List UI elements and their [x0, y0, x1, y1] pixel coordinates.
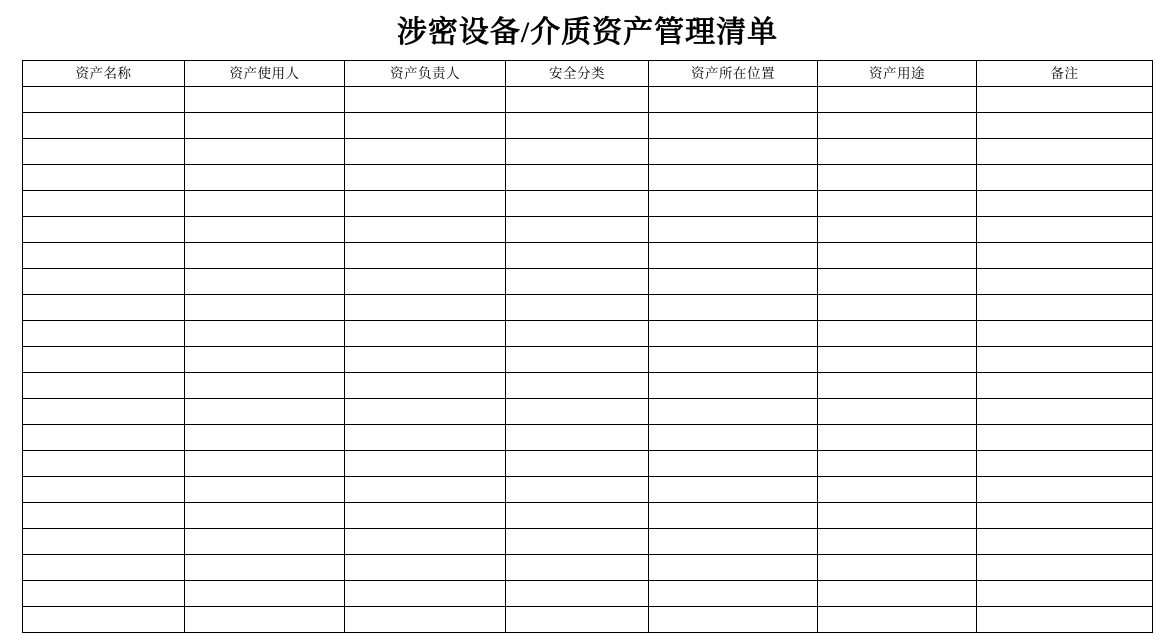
cell-security-class[interactable]	[506, 243, 649, 269]
cell-asset-owner[interactable]	[345, 373, 506, 399]
cell-asset-name[interactable]	[23, 529, 185, 555]
cell-asset-usage[interactable]	[818, 113, 977, 139]
cell-asset-usage[interactable]	[818, 529, 977, 555]
cell-security-class[interactable]	[506, 139, 649, 165]
cell-remarks[interactable]	[977, 529, 1153, 555]
cell-remarks[interactable]	[977, 269, 1153, 295]
column-header-asset-location: 资产所在位置	[649, 61, 818, 87]
cell-asset-location[interactable]	[649, 347, 818, 373]
cell-asset-usage[interactable]	[818, 373, 977, 399]
cell-security-class[interactable]	[506, 87, 649, 113]
cell-asset-owner[interactable]	[345, 451, 506, 477]
asset-table-container	[22, 60, 1152, 633]
cell-asset-user[interactable]	[185, 295, 345, 321]
cell-asset-location[interactable]	[649, 269, 818, 295]
cell-asset-location[interactable]	[649, 581, 818, 607]
column-header-asset-usage: 资产用途	[818, 61, 977, 87]
cell-security-class[interactable]	[506, 529, 649, 555]
table-row	[23, 269, 1153, 295]
cell-remarks[interactable]	[977, 399, 1153, 425]
table-row	[23, 113, 1153, 139]
cell-asset-owner[interactable]	[345, 165, 506, 191]
cell-asset-usage[interactable]	[818, 581, 977, 607]
cell-asset-user[interactable]	[185, 321, 345, 347]
table-row	[23, 529, 1153, 555]
cell-asset-location[interactable]	[649, 295, 818, 321]
table-row	[23, 321, 1153, 347]
cell-asset-name[interactable]	[23, 87, 185, 113]
cell-asset-owner[interactable]	[345, 321, 506, 347]
cell-asset-user[interactable]	[185, 87, 345, 113]
cell-remarks[interactable]	[977, 295, 1153, 321]
table-row	[23, 555, 1153, 581]
column-header-asset-user: 资产使用人	[185, 61, 345, 87]
cell-asset-user[interactable]	[185, 581, 345, 607]
column-header-security-class: 安全分类	[506, 61, 649, 87]
cell-asset-usage[interactable]	[818, 451, 977, 477]
cell-remarks[interactable]	[977, 139, 1153, 165]
cell-asset-location[interactable]	[649, 217, 818, 243]
cell-asset-name[interactable]	[23, 451, 185, 477]
cell-asset-owner[interactable]	[345, 243, 506, 269]
cell-asset-location[interactable]	[649, 425, 818, 451]
table-row	[23, 503, 1153, 529]
cell-remarks[interactable]	[977, 581, 1153, 607]
table-header-row	[23, 61, 1153, 87]
cell-asset-owner[interactable]	[345, 87, 506, 113]
table-row	[23, 451, 1153, 477]
cell-asset-usage[interactable]	[818, 607, 977, 633]
cell-asset-location[interactable]	[649, 87, 818, 113]
cell-asset-location[interactable]	[649, 243, 818, 269]
cell-asset-location[interactable]	[649, 321, 818, 347]
cell-asset-name[interactable]	[23, 373, 185, 399]
table-row	[23, 165, 1153, 191]
cell-asset-name[interactable]	[23, 607, 185, 633]
cell-asset-location[interactable]	[649, 503, 818, 529]
cell-remarks[interactable]	[977, 191, 1153, 217]
cell-asset-usage[interactable]	[818, 555, 977, 581]
table-row	[23, 217, 1153, 243]
cell-asset-user[interactable]	[185, 529, 345, 555]
cell-asset-user[interactable]	[185, 425, 345, 451]
cell-security-class[interactable]	[506, 451, 649, 477]
cell-remarks[interactable]	[977, 87, 1153, 113]
table-row	[23, 87, 1153, 113]
cell-asset-user[interactable]	[185, 607, 345, 633]
cell-asset-owner[interactable]	[345, 503, 506, 529]
cell-asset-usage[interactable]	[818, 191, 977, 217]
cell-asset-owner[interactable]	[345, 295, 506, 321]
cell-asset-name[interactable]	[23, 477, 185, 503]
cell-security-class[interactable]	[506, 295, 649, 321]
cell-asset-usage[interactable]	[818, 295, 977, 321]
cell-asset-owner[interactable]	[345, 425, 506, 451]
cell-asset-owner[interactable]	[345, 581, 506, 607]
cell-asset-owner[interactable]	[345, 399, 506, 425]
cell-asset-usage[interactable]	[818, 217, 977, 243]
cell-asset-name[interactable]	[23, 425, 185, 451]
cell-security-class[interactable]	[506, 425, 649, 451]
cell-remarks[interactable]	[977, 503, 1153, 529]
cell-security-class[interactable]	[506, 321, 649, 347]
cell-asset-name[interactable]	[23, 503, 185, 529]
cell-security-class[interactable]	[506, 607, 649, 633]
cell-asset-user[interactable]	[185, 399, 345, 425]
cell-asset-usage[interactable]	[818, 269, 977, 295]
cell-asset-owner[interactable]	[345, 555, 506, 581]
cell-remarks[interactable]	[977, 607, 1153, 633]
table-row	[23, 191, 1153, 217]
cell-security-class[interactable]	[506, 399, 649, 425]
cell-asset-location[interactable]	[649, 477, 818, 503]
cell-asset-user[interactable]	[185, 503, 345, 529]
cell-remarks[interactable]	[977, 451, 1153, 477]
cell-asset-location[interactable]	[649, 113, 818, 139]
column-header-asset-name: 资产名称	[23, 61, 185, 87]
cell-asset-owner[interactable]	[345, 113, 506, 139]
cell-asset-owner[interactable]	[345, 269, 506, 295]
cell-remarks[interactable]	[977, 321, 1153, 347]
cell-asset-location[interactable]	[649, 529, 818, 555]
cell-asset-name[interactable]	[23, 295, 185, 321]
cell-asset-user[interactable]	[185, 555, 345, 581]
cell-asset-name[interactable]	[23, 321, 185, 347]
table-row	[23, 477, 1153, 503]
cell-remarks[interactable]	[977, 373, 1153, 399]
cell-asset-location[interactable]	[649, 373, 818, 399]
cell-asset-user[interactable]	[185, 165, 345, 191]
table-row	[23, 295, 1153, 321]
cell-asset-name[interactable]	[23, 269, 185, 295]
cell-asset-location[interactable]	[649, 139, 818, 165]
column-header-asset-owner: 资产负责人	[345, 61, 506, 87]
cell-asset-user[interactable]	[185, 217, 345, 243]
table-row	[23, 243, 1153, 269]
column-header-remarks: 备注	[977, 61, 1153, 87]
cell-remarks[interactable]	[977, 555, 1153, 581]
cell-asset-usage[interactable]	[818, 139, 977, 165]
cell-asset-name[interactable]	[23, 191, 185, 217]
cell-asset-location[interactable]	[649, 165, 818, 191]
cell-asset-usage[interactable]	[818, 399, 977, 425]
cell-asset-user[interactable]	[185, 373, 345, 399]
cell-asset-owner[interactable]	[345, 139, 506, 165]
cell-asset-owner[interactable]	[345, 529, 506, 555]
cell-security-class[interactable]	[506, 555, 649, 581]
cell-security-class[interactable]	[506, 373, 649, 399]
cell-asset-location[interactable]	[649, 607, 818, 633]
cell-security-class[interactable]	[506, 191, 649, 217]
cell-asset-usage[interactable]	[818, 347, 977, 373]
cell-remarks[interactable]	[977, 113, 1153, 139]
cell-remarks[interactable]	[977, 477, 1153, 503]
cell-asset-name[interactable]	[23, 555, 185, 581]
cell-asset-name[interactable]	[23, 139, 185, 165]
page-title: 涉密设备/介质资产管理清单	[396, 16, 779, 49]
cell-security-class[interactable]	[506, 503, 649, 529]
cell-remarks[interactable]	[977, 165, 1153, 191]
cell-remarks[interactable]	[977, 243, 1153, 269]
cell-asset-user[interactable]	[185, 191, 345, 217]
cell-asset-name[interactable]	[23, 581, 185, 607]
cell-asset-usage[interactable]	[818, 321, 977, 347]
cell-asset-usage[interactable]	[818, 87, 977, 113]
cell-remarks[interactable]	[977, 347, 1153, 373]
cell-remarks[interactable]	[977, 217, 1153, 243]
cell-security-class[interactable]	[506, 113, 649, 139]
cell-asset-owner[interactable]	[345, 191, 506, 217]
cell-asset-location[interactable]	[649, 191, 818, 217]
cell-security-class[interactable]	[506, 581, 649, 607]
cell-asset-owner[interactable]	[345, 477, 506, 503]
table-row	[23, 347, 1153, 373]
cell-security-class[interactable]	[506, 217, 649, 243]
cell-asset-user[interactable]	[185, 451, 345, 477]
cell-asset-usage[interactable]	[818, 243, 977, 269]
cell-asset-location[interactable]	[649, 555, 818, 581]
table-header	[23, 61, 1153, 87]
cell-asset-owner[interactable]	[345, 217, 506, 243]
table-row	[23, 139, 1153, 165]
cell-security-class[interactable]	[506, 269, 649, 295]
cell-asset-name[interactable]	[23, 217, 185, 243]
cell-asset-name[interactable]	[23, 347, 185, 373]
table-row	[23, 581, 1153, 607]
table-row	[23, 373, 1153, 399]
table-row	[23, 425, 1153, 451]
cell-remarks[interactable]	[977, 425, 1153, 451]
cell-asset-name[interactable]	[23, 243, 185, 269]
cell-asset-name[interactable]	[23, 399, 185, 425]
cell-asset-usage[interactable]	[818, 477, 977, 503]
table-row	[23, 607, 1153, 633]
cell-asset-usage[interactable]	[818, 425, 977, 451]
cell-asset-user[interactable]	[185, 139, 345, 165]
cell-asset-usage[interactable]	[818, 503, 977, 529]
cell-asset-user[interactable]	[185, 477, 345, 503]
cell-asset-name[interactable]	[23, 165, 185, 191]
cell-asset-user[interactable]	[185, 347, 345, 373]
cell-asset-owner[interactable]	[345, 347, 506, 373]
cell-security-class[interactable]	[506, 477, 649, 503]
cell-asset-user[interactable]	[185, 243, 345, 269]
cell-security-class[interactable]	[506, 165, 649, 191]
cell-asset-owner[interactable]	[345, 607, 506, 633]
table-body	[23, 87, 1153, 633]
cell-asset-name[interactable]	[23, 113, 185, 139]
cell-asset-location[interactable]	[649, 451, 818, 477]
asset-table	[22, 60, 1153, 633]
cell-asset-location[interactable]	[649, 399, 818, 425]
cell-asset-usage[interactable]	[818, 165, 977, 191]
table-row	[23, 399, 1153, 425]
cell-asset-user[interactable]	[185, 113, 345, 139]
cell-security-class[interactable]	[506, 347, 649, 373]
cell-asset-user[interactable]	[185, 269, 345, 295]
